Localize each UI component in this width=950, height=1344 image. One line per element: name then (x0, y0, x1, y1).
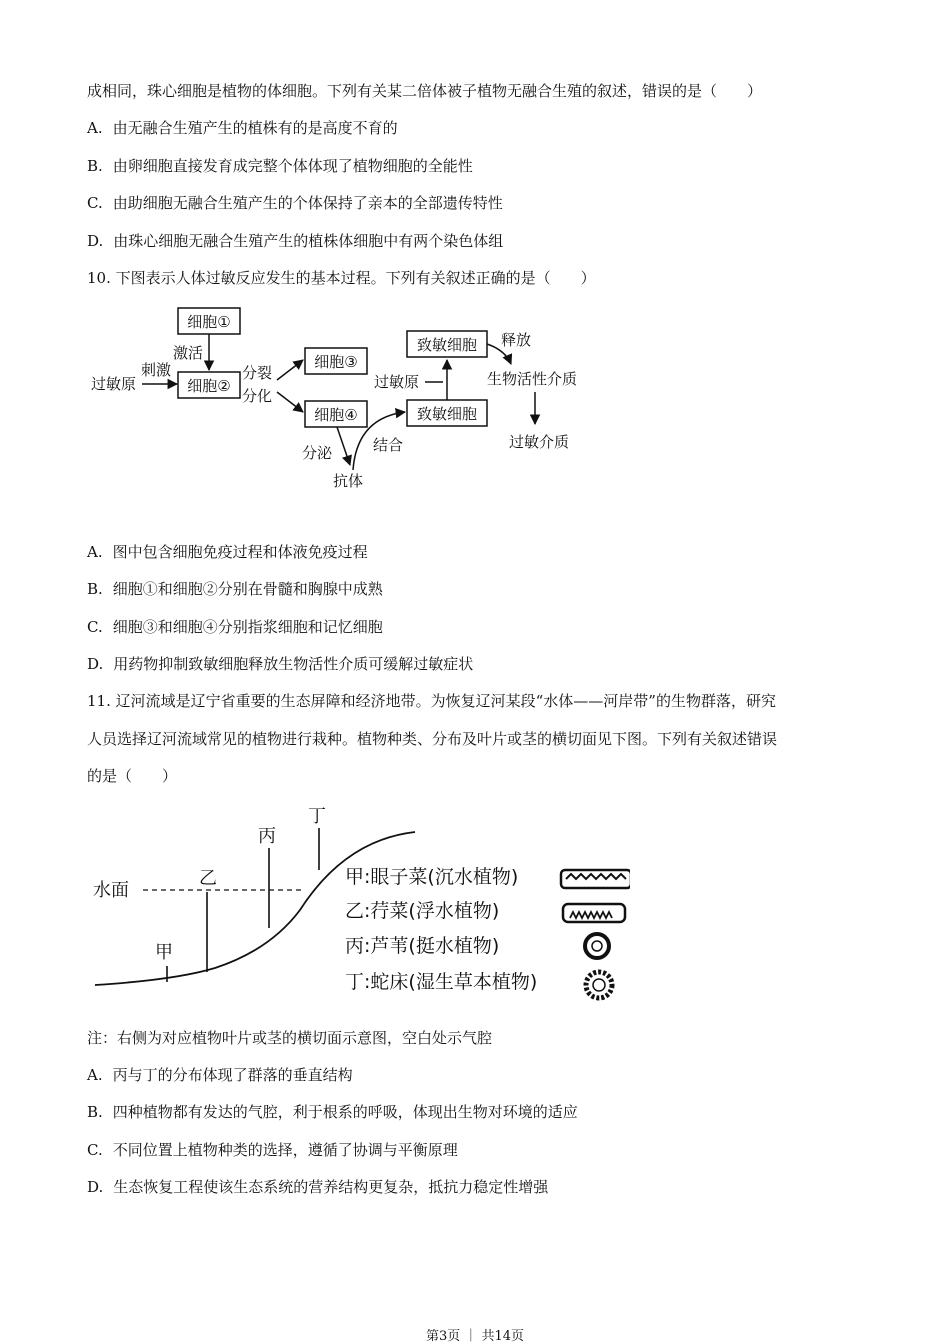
allergy-mediator-label: 过敏介质 (509, 433, 570, 451)
cell3-label: 细胞③ (314, 353, 358, 371)
option-letter: C. (87, 194, 103, 212)
option-text: 图中包含细胞免疫过程和体液免疫过程 (112, 543, 368, 561)
water-surface-label: 水面 (93, 880, 129, 901)
legend-yi: 乙:荇菜(浮水植物) (345, 900, 500, 922)
q10-option-d (87, 654, 473, 674)
sensitized-cell-bottom-label: 致敏细胞 (416, 405, 478, 423)
option-letter: D. (87, 232, 104, 250)
option-letter: C. (87, 618, 103, 636)
q11-stem-line1: 11. 辽河流域是辽宁省重要的生态屏障和经济地带。为恢复辽河某段“水体——河岸带”的生物群落，研究 (87, 692, 776, 710)
allergy-process-diagram (85, 300, 605, 500)
q10-stem: 10. 下图表示人体过敏反应发生的基本过程。下列有关叙述正确的是（ ） (87, 269, 596, 287)
stimulate-label: 刺激 (141, 361, 172, 379)
sensitized-cell-top-label: 致敏细胞 (416, 336, 478, 354)
option-letter: B. (87, 157, 103, 175)
legend-bing: 丙:芦苇(挺水植物) (345, 935, 500, 957)
floating-heart-cross-section-icon (563, 904, 625, 922)
page-footer: 第3页 ｜ 共14页 (425, 1329, 525, 1344)
legend-jia: 甲:眼子菜(沉水植物) (345, 866, 519, 888)
differentiate-label: 分化 (242, 387, 273, 405)
antibody-label: 抗体 (333, 472, 364, 490)
q11-option-d (87, 1177, 548, 1197)
option-text: 细胞③和细胞④分别指浆细胞和记忆细胞 (112, 618, 383, 636)
allergen-right-label: 过敏原 (374, 373, 420, 391)
release-label: 释放 (501, 331, 532, 349)
ding-label: 丁 (308, 806, 326, 827)
option-text: 不同位置上植物种类的选择，遵循了协调与平衡原理 (112, 1141, 458, 1159)
option-text: 由卵细胞直接发育成完整个体体现了植物细胞的全能性 (112, 157, 473, 175)
q9-option-d (87, 231, 503, 251)
option-letter: D. (87, 1178, 104, 1196)
q11-option-c (87, 1140, 458, 1160)
q9-option-b (87, 156, 473, 176)
q10-option-c (87, 617, 383, 637)
option-text: 由助细胞无融合生殖产生的个体保持了亲本的全部遗传特性 (112, 194, 503, 212)
jia-label: 甲 (155, 942, 173, 963)
q9-stem: 成相同，珠心细胞是植物的体细胞。下列有关某二倍体被子植物无融合生殖的叙述，错误的是（ ） (87, 82, 763, 100)
divide-label: 分裂 (242, 364, 273, 382)
activate-label: 激活 (173, 344, 204, 362)
option-text: 由无融合生殖产生的植株有的是高度不育的 (112, 119, 398, 137)
bioactive-label: 生物活性介质 (487, 370, 578, 388)
bing-label: 丙 (258, 826, 276, 847)
option-letter: C. (87, 1141, 103, 1159)
q10-option-a (87, 542, 368, 562)
option-text: 细胞①和细胞②分别在骨髓和胸腺中成熟 (112, 580, 383, 598)
q9-option-a (87, 118, 398, 138)
legend-ding: 丁:蛇床(湿生草本植物) (345, 971, 538, 993)
bind-label: 结合 (373, 436, 404, 454)
yi-label: 乙 (199, 868, 217, 889)
option-letter: A. (87, 1066, 103, 1084)
cell2-label: 细胞② (187, 377, 231, 395)
option-text: 由珠心细胞无融合生殖产生的植株体细胞中有两个染色体组 (113, 232, 504, 250)
river-bank-figure (85, 800, 630, 1010)
q10-option-b (87, 579, 383, 599)
q11-option-b (87, 1102, 578, 1122)
option-text: 用药物抑制致敏细胞释放生物活性介质可缓解过敏症状 (113, 655, 474, 673)
option-text: 丙与丁的分布体现了群落的垂直结构 (112, 1066, 353, 1084)
q9-option-c (87, 193, 503, 213)
option-text: 生态恢复工程使该生态系统的营养结构更复杂，抵抗力稳定性增强 (113, 1178, 549, 1196)
secrete-label: 分泌 (302, 444, 333, 462)
option-letter: D. (87, 655, 104, 673)
q11-stem-line3: 的是（ ） (87, 767, 178, 785)
cell1-label: 细胞① (187, 313, 231, 331)
q11-stem-line2: 人员选择辽河流域常见的植物进行栽种。植物种类、分布及叶片或茎的横切面见下图。下列有关叙述错误 (87, 730, 778, 748)
reed-cross-section-icon (585, 934, 609, 958)
allergen-left-label: 过敏原 (91, 375, 137, 393)
q11-option-a (87, 1065, 353, 1085)
option-letter: A. (87, 543, 103, 561)
q11-note: 注：右侧为对应植物叶片或茎的横切面示意图，空白处示气腔 (87, 1029, 493, 1047)
option-letter: B. (87, 580, 103, 598)
cell4-label: 细胞④ (314, 406, 358, 424)
option-letter: A. (87, 119, 103, 137)
option-text: 四种植物都有发达的气腔，利于根系的呼吸，体现出生物对环境的适应 (112, 1103, 578, 1121)
cnidium-cross-section-icon (586, 972, 612, 998)
pondweed-cross-section-icon (561, 870, 630, 888)
option-letter: B. (87, 1103, 103, 1121)
